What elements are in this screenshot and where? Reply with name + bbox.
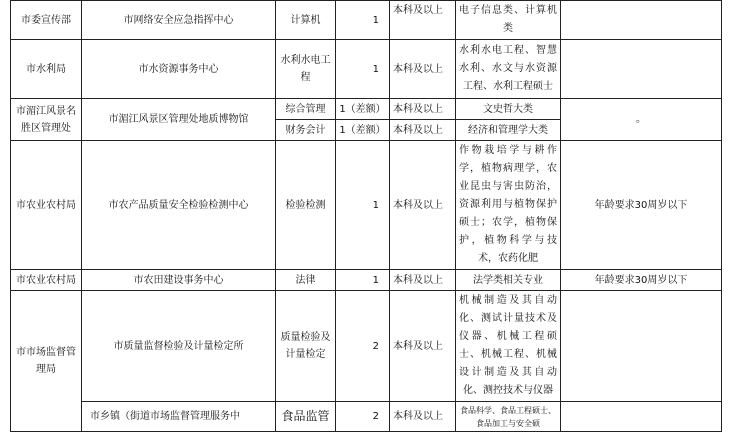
dept-cell: 市委宣传部 — [11, 1, 82, 40]
major-cell: 食品科学、食品工程硕士、食品加工与安全硕 — [456, 402, 561, 432]
edu-cell: 本科及以上 — [390, 402, 456, 432]
count-cell: 1 — [336, 141, 390, 270]
count-cell: 2 — [336, 402, 390, 432]
unit-cell: 市农产品质量安全检验检测中心 — [82, 141, 276, 270]
unit-cell: 市网络安全应急指挥中心 — [82, 1, 276, 40]
remark-cell — [561, 40, 722, 99]
position-cell: 水利水电工程 — [276, 40, 336, 99]
edu-cell: 本科及以上 — [390, 40, 456, 99]
job-table — [10, 0, 722, 432]
major-cell: 经济和管理学大类 — [456, 120, 561, 141]
unit-cell: 市湄江风景区管理处地质博物馆 — [82, 99, 276, 141]
remark-cell: 年龄要求30周岁以下 — [561, 270, 722, 291]
table-row — [11, 141, 722, 270]
unit-cell: 市质量监督检验及计量检定所 — [82, 291, 276, 402]
edu-cell: 本科及以上 — [390, 99, 456, 120]
job-table-wrapper — [10, 0, 722, 432]
unit-cell: 市乡镇（街道市场监督管理服务中 — [82, 402, 276, 432]
count-cell: 1（差额） — [336, 99, 390, 120]
unit-cell: 市水资源事务中心 — [82, 40, 276, 99]
remark-cell — [561, 1, 722, 40]
major-cell: 机械制造及其自动化、测试计量技术及仪器、机械工程硕士、机械工程、机械设计制造及其自动化、测控技术与仪器 — [456, 291, 561, 402]
major-cell: 作物栽培学与耕作学，植物病理学，农业昆虫与害虫防治，资源利用与植物保护硕士；农学，植物保护，植物科学与技术，农药化肥 — [456, 141, 561, 270]
table-row — [11, 402, 722, 432]
remark-cell: 。 — [561, 99, 722, 141]
remark-cell — [561, 291, 722, 402]
edu-cell: 本科及以上 — [390, 270, 456, 291]
count-cell: 2 — [336, 291, 390, 402]
position-cell: 食品监管 — [276, 402, 336, 432]
count-cell: 1 — [336, 270, 390, 291]
dept-cell: 市水利局 — [11, 40, 82, 99]
edu-cell: 本科及以上 — [390, 1, 456, 40]
major-cell: 法学类相关专业 — [456, 270, 561, 291]
remark-cell: 年龄要求30周岁以下 — [561, 141, 722, 270]
table-row — [11, 270, 722, 291]
dept-cell: 市农业农村局 — [11, 270, 82, 291]
edu-cell: 本科及以上 — [390, 120, 456, 141]
edu-cell: 本科及以上 — [390, 141, 456, 270]
major-cell: 电子信息类、计算机类 — [456, 1, 561, 40]
table-row — [11, 99, 722, 120]
position-cell: 检验检测 — [276, 141, 336, 270]
position-cell: 质量检验及计量检定 — [276, 291, 336, 402]
position-cell: 法律 — [276, 270, 336, 291]
dept-cell: 市湄江风景名胜区管理处 — [11, 99, 82, 141]
remark-cell — [561, 402, 722, 432]
major-cell: 水利水电工程、智慧水利、水文与水资源工程、水利工程硕士 — [456, 40, 561, 99]
count-cell: 1 — [336, 1, 390, 40]
table-row — [11, 40, 722, 99]
count-cell: 1 — [336, 40, 390, 99]
table-row — [11, 1, 722, 40]
major-cell: 文史哲大类 — [456, 99, 561, 120]
table-row — [11, 291, 722, 402]
position-cell: 财务会计 — [276, 120, 336, 141]
unit-cell: 市农田建设事务中心 — [82, 270, 276, 291]
position-cell: 综合管理 — [276, 99, 336, 120]
edu-cell: 本科及以上 — [390, 291, 456, 402]
count-cell: 1（差额） — [336, 120, 390, 141]
dept-cell: 市市场监督管理局 — [11, 291, 82, 432]
dept-cell: 市农业农村局 — [11, 141, 82, 270]
position-cell: 计算机 — [276, 1, 336, 40]
